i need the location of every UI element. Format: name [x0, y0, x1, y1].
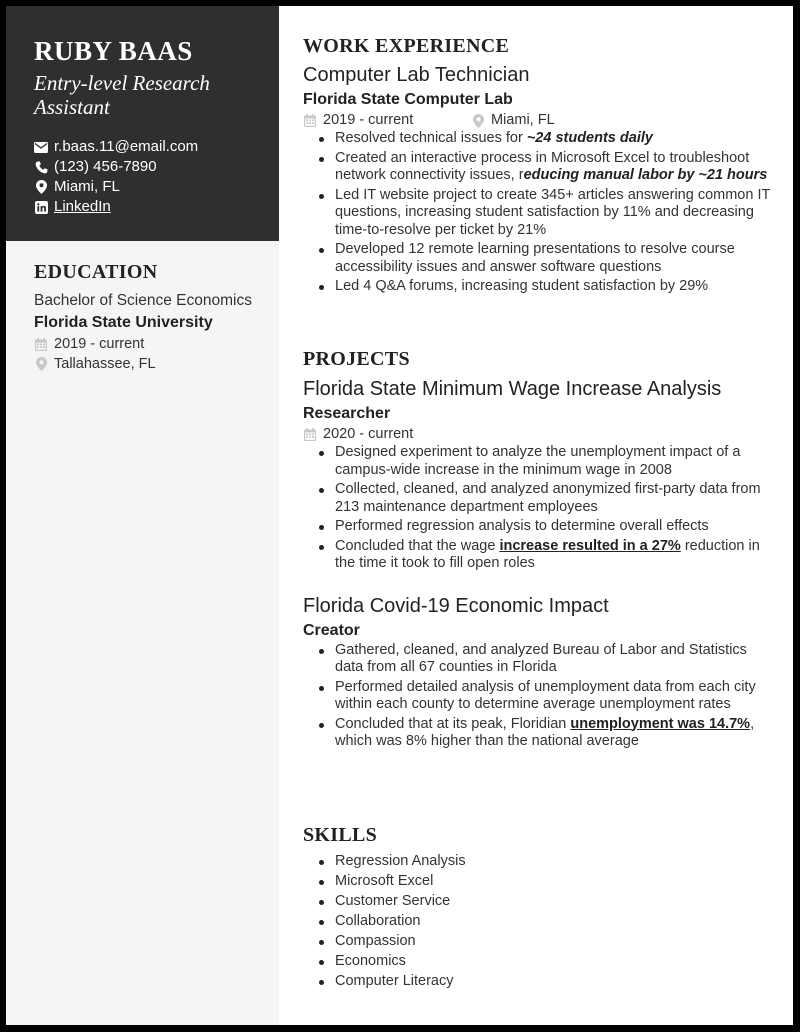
map-pin-icon: [471, 114, 485, 128]
skill-item: Customer Service: [335, 893, 773, 911]
skills-list: [303, 853, 773, 991]
candidate-name: RUBY BAAS: [34, 36, 193, 66]
work-meta: [303, 111, 773, 130]
list-item: Performed detailed analysis of unemployment data from each city within each county to determine average unemployment rates: [335, 679, 773, 714]
project-1-role: Researcher: [303, 405, 391, 422]
list-item: Created an interactive process in Microsoft Excel to troubleshoot network connectivity issues, reducing manual labor by ~21 hours: [335, 150, 773, 185]
skill-item: Regression Analysis: [335, 853, 773, 871]
list-item: Gathered, cleaned, and analyzed Bureau of Labor and Statistics data from all 67 counties in Florida: [335, 642, 773, 677]
contact-linkedin[interactable]: [34, 197, 263, 217]
list-item: Developed 12 remote learning presentations to resolve course accessibility issues and answer software questions: [335, 241, 773, 276]
list-item: Led 4 Q&A forums, increasing student satisfaction by 29%: [335, 278, 773, 296]
skills-section: [303, 824, 773, 993]
work-dates: [303, 111, 471, 130]
sidebar-header: [6, 6, 279, 241]
projects-section: [303, 348, 773, 753]
list-item: Concluded that at its peak, Floridian unemployment was 14.7%, which was 8% higher than the national average: [335, 716, 773, 751]
envelope-icon: [34, 140, 48, 154]
sidebar: [6, 6, 279, 1025]
education-heading: EDUCATION: [34, 261, 158, 283]
project-1-dates: [303, 425, 413, 444]
calendar-icon: [34, 337, 48, 351]
work-bullet-list: [303, 130, 773, 296]
contact-phone[interactable]: [34, 157, 263, 177]
calendar-icon: [303, 428, 317, 442]
work-location: [471, 111, 555, 130]
project-2-bullet-list: [303, 642, 773, 751]
project-1-meta: [303, 425, 773, 444]
projects-heading: PROJECTS: [303, 348, 410, 370]
skill-item: Compassion: [335, 933, 773, 951]
calendar-icon: [303, 114, 317, 128]
project-2-name: Florida Covid-19 Economic Impact: [303, 594, 609, 617]
phone-text: (123) 456-7890: [54, 158, 157, 175]
work-location-text: Miami, FL: [491, 112, 555, 128]
project-1-bullet-list: [303, 444, 773, 573]
list-item: Resolved technical issues for ~24 students daily: [335, 130, 773, 148]
email-text: r.baas.11@email.com: [54, 138, 199, 155]
resume-page: [6, 6, 793, 1025]
education-location: [34, 354, 263, 374]
linkedin-icon: [34, 200, 48, 214]
education-section: [6, 241, 279, 374]
map-pin-icon: [34, 180, 48, 194]
skill-item: Computer Literacy: [335, 973, 773, 991]
work-section: [303, 35, 773, 298]
work-dates-text: 2019 - current: [323, 112, 414, 128]
project-1-name: Florida State Minimum Wage Increase Analysis: [303, 378, 722, 400]
education-school: Florida State University: [34, 314, 213, 331]
education-dates-text: 2019 - current: [54, 336, 145, 352]
work-heading: WORK EXPERIENCE: [303, 35, 510, 57]
work-company: Florida State Computer Lab: [303, 91, 513, 108]
phone-icon: [34, 160, 48, 174]
candidate-role: Entry-level Research Assistant: [34, 71, 210, 119]
list-item: Concluded that the wage increase resulted in a 27% reduction in the time it took to fill open roles: [335, 538, 773, 573]
education-dates: [34, 334, 263, 354]
work-job-title: Computer Lab Technician: [303, 64, 530, 86]
project-2-role: Creator: [303, 621, 360, 639]
map-pin-icon: [34, 357, 48, 371]
skill-item: Economics: [335, 953, 773, 971]
skill-item: Microsoft Excel: [335, 873, 773, 891]
project-1-dates-text: 2020 - current: [323, 426, 414, 442]
education-location-text: Tallahassee, FL: [54, 356, 156, 372]
education-degree: Bachelor of Science Economics: [34, 292, 252, 309]
contact-email[interactable]: [34, 137, 263, 157]
linkedin-link[interactable]: LinkedIn: [54, 198, 111, 215]
list-item: Collected, cleaned, and analyzed anonymized first-party data from 213 maintenance department employees: [335, 481, 773, 516]
skills-heading: SKILLS: [303, 824, 378, 846]
list-item: Designed experiment to analyze the unemployment impact of a campus-wide increase in the minimum wage in 2008: [335, 444, 773, 479]
list-item: Led IT website project to create 345+ articles answering common IT questions, increasing student satisfaction by 11% and decreasing time-to-resolve per ticket by 21%: [335, 187, 773, 240]
contact-location: [34, 177, 263, 197]
location-text: Miami, FL: [54, 178, 120, 195]
skill-item: Collaboration: [335, 913, 773, 931]
contact-list: [34, 137, 263, 217]
list-item: Performed regression analysis to determine overall effects: [335, 518, 773, 536]
